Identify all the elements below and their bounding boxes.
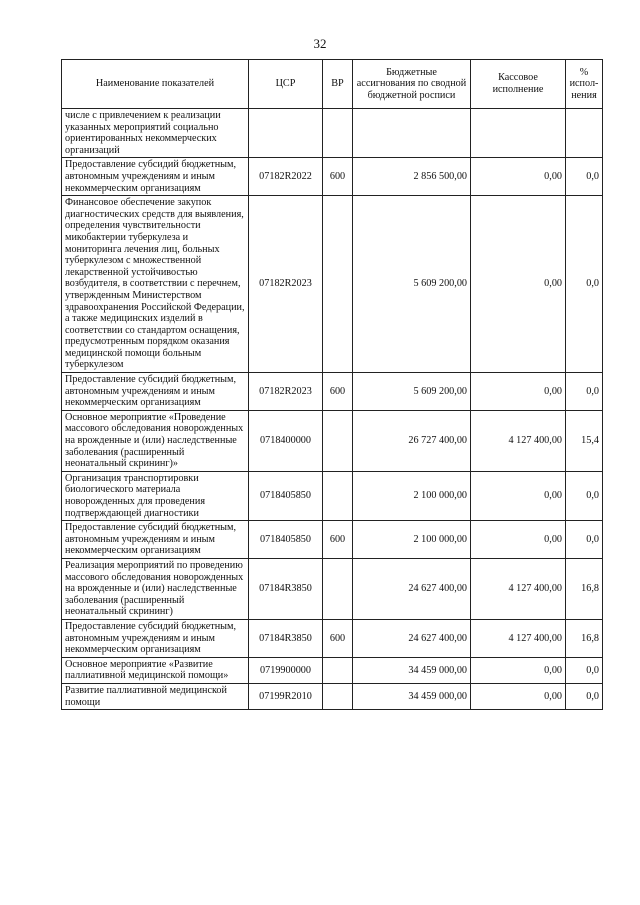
cell-vr xyxy=(323,683,353,709)
table-row xyxy=(62,471,603,520)
cell-vr: 600 xyxy=(323,521,353,559)
table-row xyxy=(62,196,603,373)
cell-pct: 16,8 xyxy=(566,558,603,619)
cell-budget xyxy=(353,109,471,158)
cell-budget: 24 627 400,00 xyxy=(353,558,471,619)
table-row xyxy=(62,683,603,709)
table-row xyxy=(62,657,603,683)
cell-budget: 5 609 200,00 xyxy=(353,373,471,411)
cell-vr: 600 xyxy=(323,158,353,196)
cell-cash: 4 127 400,00 xyxy=(471,619,566,657)
cell-cash: 0,00 xyxy=(471,521,566,559)
cell-pct: 0,0 xyxy=(566,683,603,709)
cell-name: Реализация мероприятий по проведению массового обследования новорожденных на врожденные и (или) наследственные заболевания (расширенный неонатальный скрининг) xyxy=(62,558,249,619)
cell-vr xyxy=(323,410,353,471)
table-row xyxy=(62,373,603,411)
cell-pct: 0,0 xyxy=(566,373,603,411)
cell-cash: 4 127 400,00 xyxy=(471,410,566,471)
table-row xyxy=(62,109,603,158)
cell-budget: 2 856 500,00 xyxy=(353,158,471,196)
table-row xyxy=(62,410,603,471)
cell-cash: 0,00 xyxy=(471,471,566,520)
table-row xyxy=(62,558,603,619)
cell-cash: 4 127 400,00 xyxy=(471,558,566,619)
cell-name: Развитие паллиативной медицинской помощи xyxy=(62,683,249,709)
cell-budget: 34 459 000,00 xyxy=(353,657,471,683)
cell-pct: 0,0 xyxy=(566,196,603,373)
cell-budget: 24 627 400,00 xyxy=(353,619,471,657)
cell-name: Основное мероприятие «Развитие паллиативной медицинской помощи» xyxy=(62,657,249,683)
header-csr: ЦСР xyxy=(249,60,323,109)
header-cash: Кассовое исполнение xyxy=(471,60,566,109)
cell-name: Основное мероприятие «Проведение массового обследования новорожденных на врожденные и (или) наследственные заболевания (расширенный неонатальный скрининг)» xyxy=(62,410,249,471)
cell-pct: 0,0 xyxy=(566,158,603,196)
cell-cash: 0,00 xyxy=(471,373,566,411)
cell-vr xyxy=(323,109,353,158)
cell-pct xyxy=(566,109,603,158)
table-row xyxy=(62,521,603,559)
header-vr: ВР xyxy=(323,60,353,109)
cell-budget: 2 100 000,00 xyxy=(353,471,471,520)
cell-cash: 0,00 xyxy=(471,196,566,373)
header-name: Наименование показателей xyxy=(62,60,249,109)
cell-cash xyxy=(471,109,566,158)
cell-name: Финансовое обеспечение закупок диагностических средств для выявления, определения чувствительности микобактерии туберкулеза и мониторинга лечения лиц, больных туберкулезом с множественной лекарственной устойчивостью возбудителя, в соответствии с перечнем, утвержденным Министерством здравоохранения Российской Федерации, а также медицинских изделий в соответствии со стандартом оснащения, предусмотренным порядком оказания медицинской помощи больным туберкулезом xyxy=(62,196,249,373)
cell-vr: 600 xyxy=(323,373,353,411)
table-row xyxy=(62,619,603,657)
table-row xyxy=(62,158,603,196)
cell-csr: 0718405850 xyxy=(249,471,323,520)
cell-budget: 34 459 000,00 xyxy=(353,683,471,709)
budget-execution-table xyxy=(61,59,603,710)
cell-csr: 0719900000 xyxy=(249,657,323,683)
cell-vr: 600 xyxy=(323,619,353,657)
cell-cash: 0,00 xyxy=(471,657,566,683)
cell-csr: 07182R2022 xyxy=(249,158,323,196)
cell-name: Организация транспортировки биологического материала новорожденных для проведения подтверждающей диагностики xyxy=(62,471,249,520)
cell-vr xyxy=(323,471,353,520)
header-budget: Бюджетные ассигнования по сводной бюджетной росписи xyxy=(353,60,471,109)
cell-csr xyxy=(249,109,323,158)
cell-csr: 07184R3850 xyxy=(249,558,323,619)
cell-vr xyxy=(323,558,353,619)
cell-cash: 0,00 xyxy=(471,683,566,709)
cell-cash: 0,00 xyxy=(471,158,566,196)
table-header-row xyxy=(62,60,603,109)
cell-name: Предоставление субсидий бюджетным, автономным учреждениям и иным некоммерческим организациям xyxy=(62,158,249,196)
header-pct: % испол-нения xyxy=(566,60,603,109)
cell-name: Предоставление субсидий бюджетным, автономным учреждениям и иным некоммерческим организациям xyxy=(62,521,249,559)
cell-pct: 0,0 xyxy=(566,521,603,559)
cell-pct: 15,4 xyxy=(566,410,603,471)
cell-pct: 0,0 xyxy=(566,471,603,520)
cell-csr: 07184R3850 xyxy=(249,619,323,657)
cell-vr xyxy=(323,196,353,373)
cell-name: числе с привлечением к реализации указанных мероприятий социально ориентированных некоммерческих организаций xyxy=(62,109,249,158)
cell-pct: 0,0 xyxy=(566,657,603,683)
page-number: 32 xyxy=(313,36,327,51)
cell-name: Предоставление субсидий бюджетным, автономным учреждениям и иным некоммерческим организациям xyxy=(62,373,249,411)
cell-budget: 2 100 000,00 xyxy=(353,521,471,559)
cell-budget: 5 609 200,00 xyxy=(353,196,471,373)
cell-csr: 0718400000 xyxy=(249,410,323,471)
cell-csr: 0718405850 xyxy=(249,521,323,559)
cell-budget: 26 727 400,00 xyxy=(353,410,471,471)
cell-vr xyxy=(323,657,353,683)
cell-csr: 07182R2023 xyxy=(249,196,323,373)
cell-name: Предоставление субсидий бюджетным, автономным учреждениям и иным некоммерческим организациям xyxy=(62,619,249,657)
cell-pct: 16,8 xyxy=(566,619,603,657)
cell-csr: 07182R2023 xyxy=(249,373,323,411)
cell-csr: 07199R2010 xyxy=(249,683,323,709)
